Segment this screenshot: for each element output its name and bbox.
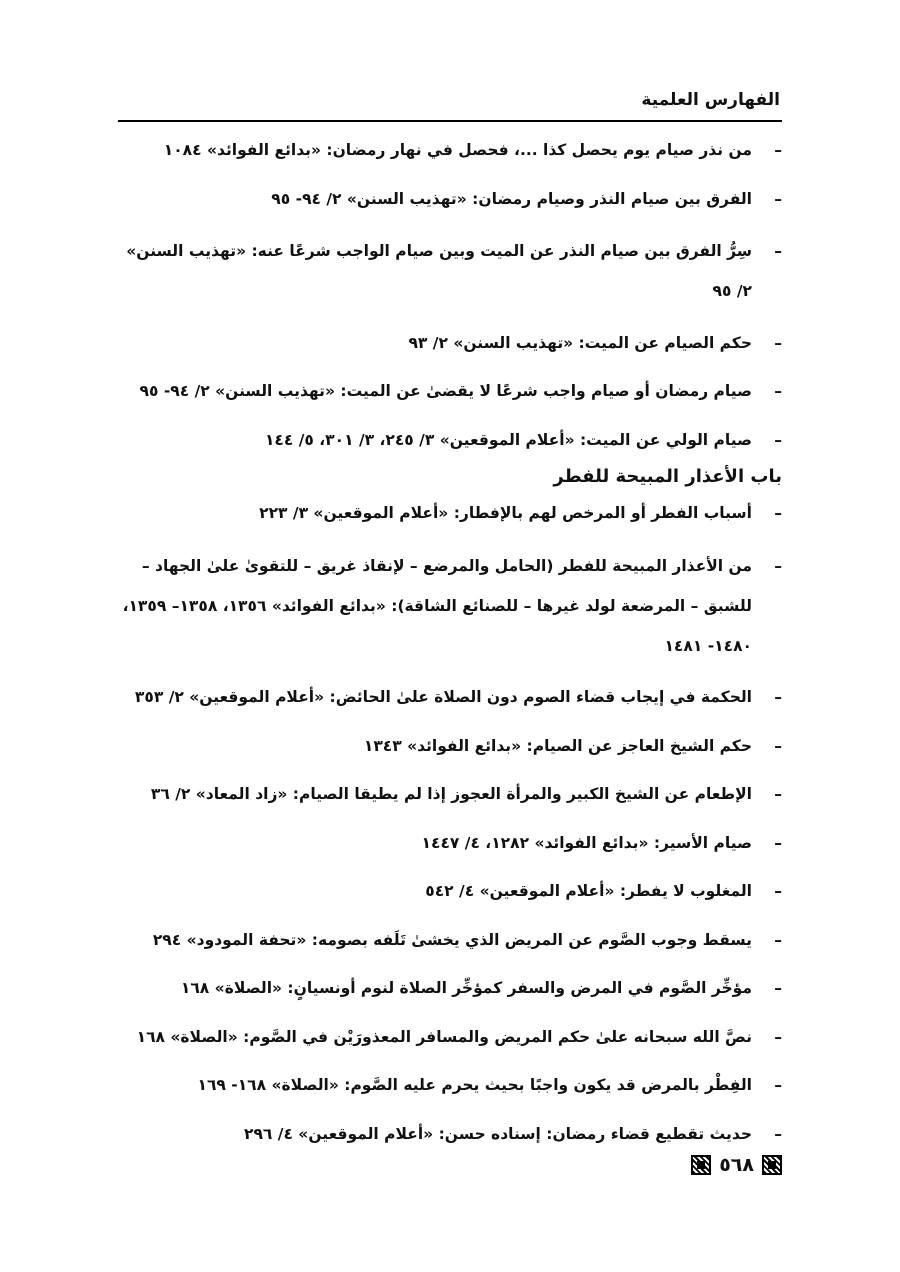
entry-dash: – xyxy=(774,333,782,352)
entry-dash: – xyxy=(774,979,782,997)
entry-dash: – xyxy=(774,382,782,400)
entry-dash: – xyxy=(774,1076,782,1094)
running-title: الفهارس العلمية xyxy=(641,90,780,110)
entry-text: سِرُّ الفرق بين صيام النذر عن الميت وبين صيام الواجب شرعًا عنه: «تهذيب السنن» ٢/ ٩٥ xyxy=(126,242,752,300)
entry-text: مؤخِّر الصَّوم في المرض والسفر كمؤخِّر الصلاة لنوم أونسيانٍ: «الصلاة» ١٦٨ xyxy=(180,979,752,997)
entry-dash: – xyxy=(774,189,782,208)
section-heading: باب الأعذار المبيحة للفطر xyxy=(553,466,782,487)
entry-text: الإطعام عن الشيخ الكبير والمرأة العجوز إذا لم يطيقا الصيام: «زاد المعاد» ٢/ ٣٦ xyxy=(150,785,752,803)
ornament-icon xyxy=(691,1155,711,1175)
page-number: ٥٦٨ xyxy=(719,1154,754,1176)
ornament-icon xyxy=(762,1155,782,1175)
index-entry xyxy=(118,375,782,408)
page-footer xyxy=(691,1154,782,1176)
entry-text: المغلوب لا يفطر: «أعلام الموقعين» ٤/ ٥٤٢ xyxy=(425,882,752,900)
entry-dash: – xyxy=(774,736,782,755)
index-entry xyxy=(118,827,782,860)
entry-text: صيام رمضان أو صيام واجب شرعًا لا يقضىٰ عن الميت: «تهذيب السنن» ٢/ ٩٤- ٩٥ xyxy=(139,382,752,400)
index-entry xyxy=(118,1118,782,1151)
entry-dash: – xyxy=(774,1124,782,1143)
index-entry xyxy=(118,327,782,360)
entry-dash: – xyxy=(774,1027,782,1046)
index-entry xyxy=(118,546,782,666)
entry-dash: – xyxy=(774,430,782,449)
index-entry xyxy=(118,183,782,216)
index-entry xyxy=(118,497,782,530)
index-entry xyxy=(118,972,782,1005)
entry-dash: – xyxy=(774,141,782,159)
index-entry xyxy=(118,134,782,167)
entry-text: نصَّ الله سبحانه علىٰ حكم المريض والمسافر المعذورَيْن في الصَّوم: «الصلاة» ١٦٨ xyxy=(136,1027,752,1046)
entry-text: الفرق بين صيام النذر وصيام رمضان: «تهذيب السنن» ٢/ ٩٤- ٩٥ xyxy=(271,189,752,208)
entry-text: حديث تقطيع قضاء رمضان: إسناده حسن: «أعلام الموقعين» ٤/ ٢٩٦ xyxy=(243,1124,752,1143)
entry-text: يسقط وجوب الصَّوم عن المريض الذي يخشىٰ تَلَفه بصومه: «تحفة المودود» ٢٩٤ xyxy=(152,930,752,949)
entry-text: صيام الولي عن الميت: «أعلام الموقعين» ٣/ ٢٤٥، ٣/ ٣٠١، ٥/ ١٤٤ xyxy=(264,430,752,449)
entry-dash: – xyxy=(774,688,782,706)
entry-text: حكم الصيام عن الميت: «تهذيب السنن» ٢/ ٩٣ xyxy=(408,333,752,352)
index-entry xyxy=(118,730,782,763)
entry-dash: – xyxy=(774,930,782,949)
header-rule xyxy=(118,120,782,122)
entry-dash: – xyxy=(774,785,782,803)
index-entry xyxy=(118,681,782,714)
entry-text: أسباب الفطر أو المرخص لهم بالإفطار: «أعلام الموقعين» ٣/ ٢٢٣ xyxy=(259,504,752,522)
index-entry xyxy=(118,231,782,311)
index-entry xyxy=(118,875,782,908)
entry-dash: – xyxy=(774,882,782,900)
index-entry xyxy=(118,1021,782,1054)
index-entry xyxy=(118,424,782,457)
entry-text: صيام الأسير: «بدائع الفوائد» ١٢٨٢، ٤/ ١٤٤٧ xyxy=(421,833,752,852)
entry-dash: – xyxy=(774,833,782,852)
entry-dash: – xyxy=(774,504,782,522)
entry-text: حكم الشيخ العاجز عن الصيام: «بدائع الفوائد» ١٣٤٣ xyxy=(363,736,752,755)
entry-text: الحكمة في إيجاب قضاء الصوم دون الصلاة علىٰ الحائض: «أعلام الموقعين» ٢/ ٣٥٣ xyxy=(134,688,752,706)
entry-text: من نذر صيام يوم يحصل كذا ...، فحصل في نهار رمضان: «بدائع الفوائد» ١٠٨٤ xyxy=(163,141,752,159)
entry-dash: – xyxy=(774,556,782,575)
entry-text: الفِطْر بالمرض قد يكون واجبًا بحيث يحرم عليه الصَّوم: «الصلاة» ١٦٨- ١٦٩ xyxy=(197,1076,752,1094)
index-entry xyxy=(118,778,782,811)
index-entry xyxy=(118,1069,782,1102)
entry-dash: – xyxy=(774,242,782,260)
entry-text: من الأعذار المبيحة للفطر (الحامل والمرضع – لإنقاذ غريق – للتقوىٰ علىٰ الجهاد – للشبق – المرضعة لولد غيرها – للصنائع الشاقة): «بدائع الفوائد» ١٣٥٦، ١٣٥٨– ١٣٥٩، ١٤٨٠- ١٤٨١ xyxy=(122,556,752,655)
index-entries xyxy=(118,134,782,1166)
index-entry xyxy=(118,924,782,957)
